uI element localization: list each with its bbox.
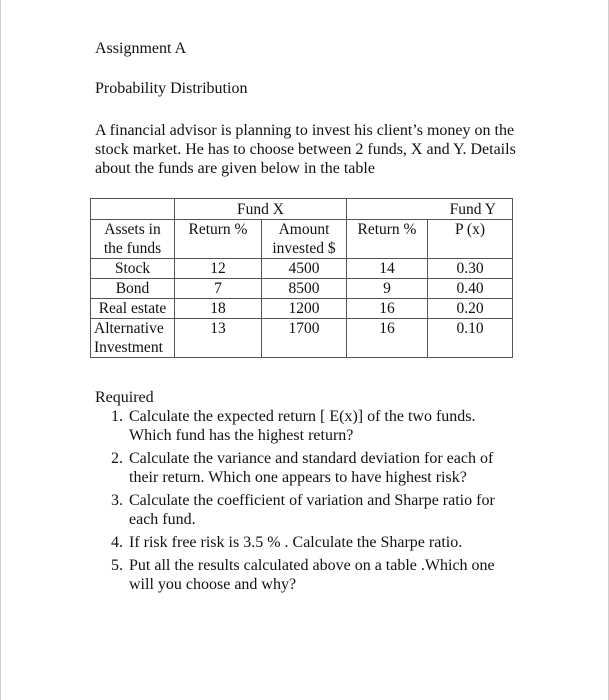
assets-header [91,220,175,259]
funds-table [90,198,513,358]
required-heading: Required [95,389,154,406]
table-column-header-row [91,220,513,259]
list-item-text: Calculate the coefficient of variation and Sharpe ratio for each fund. [129,492,495,528]
list-item-text: Put all the results calculated above on a table .Which one will you choose and why? [129,557,495,593]
fund-y-header: Fund Y [347,199,513,220]
list-item-number: 4. [111,534,123,551]
amount-header-line-1: Amount [278,221,330,238]
list-item [111,533,511,552]
list-item-number: 1. [111,408,123,425]
return-y-cell: 16 [347,319,428,358]
list-item [111,407,511,445]
prob-cell: 0.40 [428,279,513,299]
list-item [111,449,511,487]
list-item-number: 2. [111,450,123,467]
prob-cell: 0.10 [428,319,513,358]
asset-cell: Bond [91,279,175,299]
assets-header-line-2: the funds [103,240,162,257]
return-x-cell: 18 [175,299,262,319]
asset-cell: Real estate [91,299,175,319]
document-subtitle: Probability Distribution [95,80,248,97]
assets-header-line-1: Assets in [104,221,161,238]
table-row [91,299,513,319]
table-group-header-row [91,199,513,220]
amount-header-line-2: invested $ [272,240,336,257]
list-item [111,491,511,529]
table-row [91,279,513,299]
return-y-header: Return % [347,220,428,259]
table-row [91,259,513,279]
amount-cell: 8500 [262,279,347,299]
list-item-number: 5. [111,557,123,574]
return-x-header: Return % [175,220,262,259]
asset-cell-line-1: Alternative [94,320,164,337]
list-item-text: Calculate the expected return [ E(x)] of the two funds. Which fund has the highest return? [129,408,476,444]
return-x-cell: 13 [175,319,262,358]
prob-header: P (x) [428,220,513,259]
amount-header [262,220,347,259]
intro-paragraph: A financial advisor is planning to invest his client’s money on the stock market. He has to choose between 2 funds, X and Y. Details about the funds are given below in the table [95,122,516,177]
return-y-cell: 16 [347,299,428,319]
prob-cell: 0.20 [428,299,513,319]
return-y-cell: 14 [347,259,428,279]
asset-cell [91,319,175,358]
list-item [111,556,511,594]
list-item-text: If risk free risk is 3.5 % . Calculate the Sharpe ratio. [129,534,463,551]
prob-cell: 0.30 [428,259,513,279]
return-y-cell: 9 [347,279,428,299]
amount-cell: 4500 [262,259,347,279]
list-item-text: Calculate the variance and standard deviation for each of their return. Which one appears to have highest risk? [129,450,494,486]
amount-cell: 1700 [262,319,347,358]
empty-header-cell [91,199,175,220]
asset-cell-line-2: Investment [94,339,163,356]
list-item-number: 3. [111,492,123,509]
amount-cell: 1200 [262,299,347,319]
document-title: Assignment A [95,40,187,57]
return-x-cell: 7 [175,279,262,299]
fund-x-header: Fund X [175,199,347,220]
question-list [111,407,511,598]
table-row [91,319,513,358]
return-x-cell: 12 [175,259,262,279]
asset-cell: Stock [91,259,175,279]
